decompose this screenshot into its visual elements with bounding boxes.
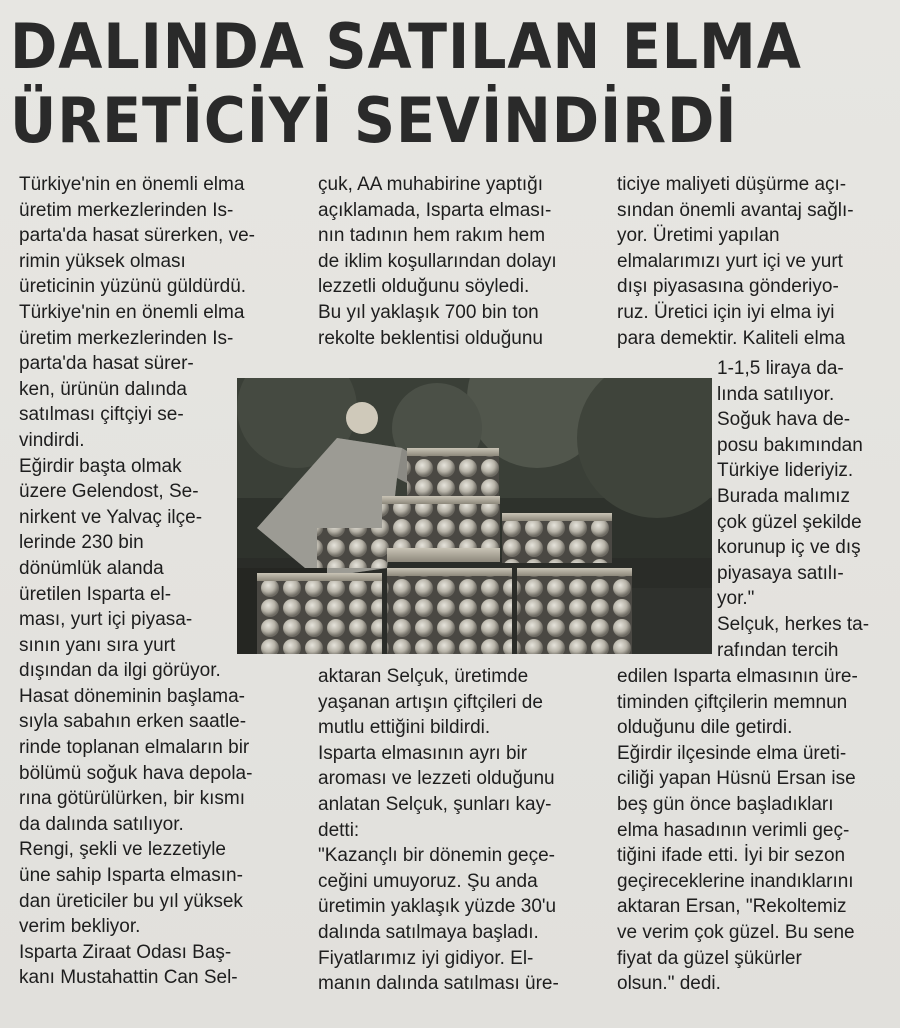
text-line: fiyat da güzel şükürler <box>617 947 802 969</box>
text-line: elma hasadının verimli geç- <box>617 819 850 841</box>
text-line: Eğirdir ilçesinde elma üreti- <box>617 742 847 764</box>
text-line: piyasaya satılı- <box>717 562 844 584</box>
text-line: aktaran Selçuk, üretimde <box>318 666 529 687</box>
text-line: dışı piyasasına gönderiyo- <box>617 276 839 298</box>
text-line: ciliği yapan Hüsnü Ersan ise <box>617 768 856 790</box>
text-line: ticiye maliyeti düşürme açı- <box>617 174 847 195</box>
text-line: lında satılıyor. <box>717 383 835 405</box>
column-3-top <box>617 172 897 351</box>
text-line: "Kazançlı bir dönemin geçe- <box>318 845 555 867</box>
apple-harvest-photo <box>237 378 712 654</box>
text-line: dan üreticiler bu yıl yüksek <box>19 890 243 912</box>
text-line: Burada malımız <box>717 485 851 507</box>
text-line: de iklim koşullarından dolayı <box>318 250 557 272</box>
headline <box>10 10 820 158</box>
text-line: ması, yurt içi piyasa- <box>19 609 193 631</box>
text-line: tiğini ifade etti. İyi bir sezon <box>617 845 846 867</box>
text-line: sından önemli avantaj sağlı- <box>617 199 854 221</box>
column-3-bottom <box>617 664 897 997</box>
text-line: üretim merkezlerinden Is- <box>19 199 234 221</box>
text-line: çuk, AA muhabirine yaptığı <box>318 174 543 195</box>
text-line: rinde toplanan elmaların bir <box>19 737 250 759</box>
text-line: üretim merkezlerinden Is- <box>19 327 234 349</box>
text-line: olduğunu dile getirdi. <box>617 717 793 739</box>
text-line: yaşanan artışın çiftçileri de <box>318 691 543 713</box>
text-line: açıklamada, Isparta elması- <box>318 199 552 221</box>
text-line: yor. Üretimi yapılan <box>617 225 780 247</box>
text-line: parta'da hasat sürerken, ve- <box>19 225 255 247</box>
text-line: olsun." dedi. <box>617 973 721 995</box>
text-line: da dalında satılıyor. <box>19 813 184 835</box>
text-line: manın dalında satılması üre- <box>318 973 559 995</box>
text-line: çok güzel şekilde <box>717 511 862 533</box>
text-line: Eğirdir başta olmak <box>19 455 182 477</box>
text-line: ruz. Üretici için iyi elma iyi <box>617 301 835 323</box>
text-line: Selçuk, herkes ta- <box>717 613 870 635</box>
text-line: posu bakımından <box>717 434 863 456</box>
text-line: para demektir. Kaliteli elma <box>617 327 846 349</box>
text-line: sının yanı sıra yurt <box>19 634 176 656</box>
text-line: ceğini umuyoruz. Şu anda <box>318 870 538 892</box>
text-line: yor." <box>717 588 755 610</box>
text-line: Türkiye'nin en önemli elma <box>19 301 245 323</box>
text-line: parta'da hasat sürer- <box>19 353 194 375</box>
text-line: korunup iç ve dış <box>717 537 861 559</box>
text-line: beş gün önce başladıkları <box>617 793 834 815</box>
text-line: Bu yıl yaklaşık 700 bin ton <box>318 301 539 323</box>
text-line: kanı Mustahattin Can Sel- <box>19 967 238 989</box>
text-line: üne sahip Isparta elmasın- <box>19 865 243 887</box>
text-line: üzere Gelendost, Se- <box>19 481 199 503</box>
text-line: detti: <box>318 819 360 841</box>
headline-line-2: ÜRETİCİYİ SEVİNDİRDİ <box>10 84 738 157</box>
text-line: vindirdi. <box>19 429 85 451</box>
text-line: timinden çiftçilerin memnun <box>617 691 848 713</box>
text-line: dönümlük alanda <box>19 557 164 579</box>
text-line: aktaran Ersan, "Rekoltemiz <box>617 896 847 918</box>
text-line: ve verim çok güzel. Bu sene <box>617 921 855 943</box>
text-line: satılması çiftçiyi se- <box>19 404 184 426</box>
text-line: Isparta elmasının ayrı bir <box>318 742 528 764</box>
text-line: Hasat döneminin başlama- <box>19 685 246 707</box>
text-line: verim bekliyor. <box>19 916 141 938</box>
text-line: üretimin yaklaşık yüzde 30'u <box>318 896 557 918</box>
text-line: Türkiye'nin en önemli elma <box>19 174 245 195</box>
text-line: rafından tercih <box>717 639 839 661</box>
headline-line-1: DALINDA SATILAN ELMA <box>10 10 802 83</box>
text-line: Fiyatlarımız iyi gidiyor. El- <box>318 947 534 969</box>
text-line: Isparta Ziraat Odası Baş- <box>19 941 232 963</box>
column-3-beside-photo <box>717 356 897 663</box>
text-line: mutlu ettiğini bildirdi. <box>318 717 491 739</box>
text-line: rına götürülürken, bir kısmı <box>19 788 245 810</box>
text-line: edilen Isparta elmasının üre- <box>617 666 858 687</box>
text-line: rimin yüksek olması <box>19 250 186 272</box>
text-line: rekolte beklentisi olduğunu <box>318 327 543 349</box>
text-line: nirkent ve Yalvaç ilçe- <box>19 506 203 528</box>
text-line: dışından da ilgi görüyor. <box>19 660 221 682</box>
text-line: elmalarımızı yurt içi ve yurt <box>617 250 843 272</box>
text-line: Soğuk hava de- <box>717 409 851 431</box>
text-line: 1-1,5 liraya da- <box>717 358 844 379</box>
column-2-top <box>318 172 608 351</box>
text-line: dalında satılmaya başladı. <box>318 921 539 943</box>
text-line: anlatan Selçuk, şunları kay- <box>318 793 552 815</box>
text-line: lerinde 230 bin <box>19 532 144 554</box>
text-line: üretilen Isparta el- <box>19 583 172 605</box>
column-2-bottom <box>318 664 608 997</box>
text-line: lezzetli olduğunu söyledi. <box>318 276 530 298</box>
text-line: Rengi, şekli ve lezzetiyle <box>19 839 226 861</box>
text-line: Türkiye lideriyiz. <box>717 460 854 482</box>
text-line: nın tadının hem rakım hem <box>318 225 546 247</box>
text-line: aroması ve lezzeti olduğunu <box>318 768 555 790</box>
text-line: bölümü soğuk hava depola- <box>19 762 253 784</box>
text-line: sıyla sabahın erken saatle- <box>19 711 247 733</box>
text-line: üreticinin yüzünü güldürdü. <box>19 276 247 298</box>
text-line: geçireceklerine inandıklarını <box>617 870 854 892</box>
text-line: ken, ürünün dalında <box>19 378 187 400</box>
